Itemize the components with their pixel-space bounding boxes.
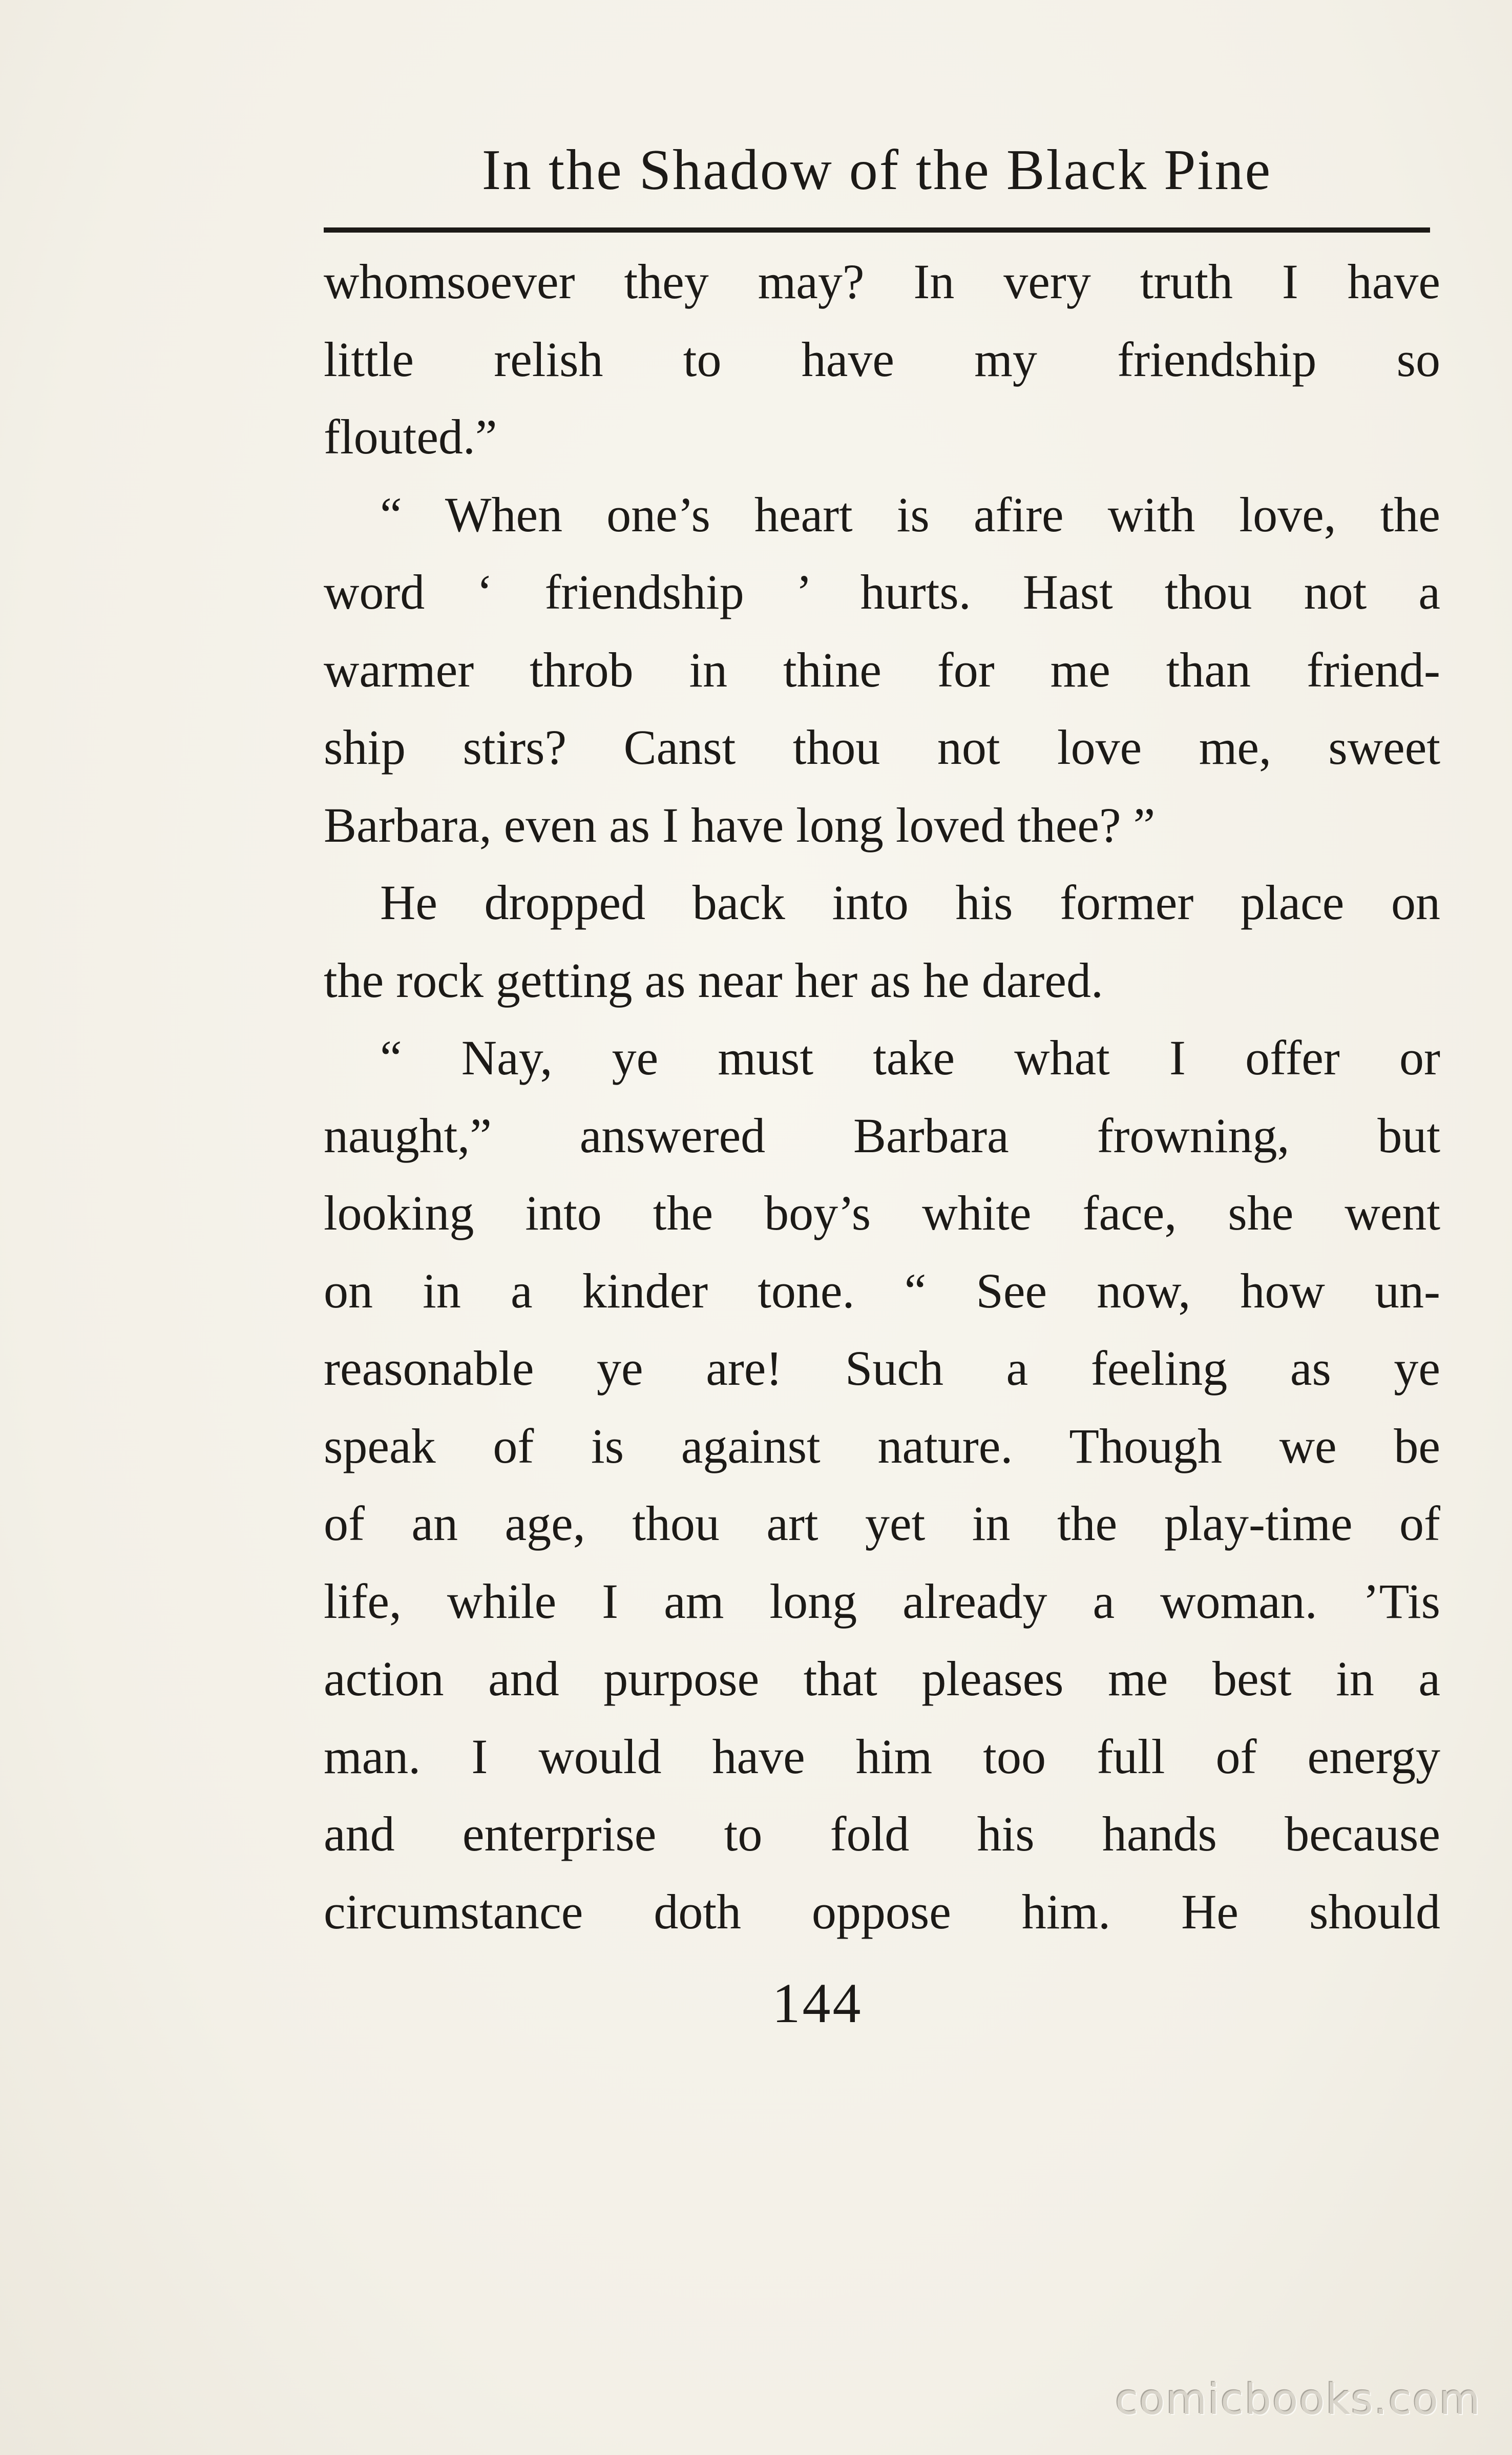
text-line: little relish to have my friendship so <box>324 331 1440 387</box>
text-line: life, while I am long already a woman. ’Tis <box>324 1573 1440 1629</box>
text-line: whomsoever they may? In very truth I have <box>324 254 1440 309</box>
text-line: reasonable ye are! Such a feeling as ye <box>324 1341 1440 1396</box>
text-line: looking into the boy’s white face, she went <box>324 1185 1440 1240</box>
header-rule <box>324 227 1430 233</box>
text-line: Barbara, even as I have long loved thee? ” <box>324 797 1156 852</box>
running-head: In the Shadow of the Black Pine <box>481 138 1272 202</box>
page-number: 144 <box>772 1972 863 2034</box>
text-line: speak of is against nature. Though we be <box>324 1418 1440 1473</box>
watermark: comicbooks.com <box>1115 2376 1481 2424</box>
text-line: action and purpose that pleases me best in a <box>324 1651 1440 1706</box>
text-line: and enterprise to fold his hands because <box>324 1806 1440 1861</box>
text-line: the rock getting as near her as he dared. <box>324 952 1103 1008</box>
text-line: on in a kinder tone. “ See now, how un- <box>324 1263 1440 1318</box>
text-line: word ‘ friendship ’ hurts. Hast thou not a <box>324 565 1440 619</box>
text-line: ship stirs? Canst thou not love me, sweet <box>324 720 1440 775</box>
text-line: man. I would have him too full of energy <box>324 1729 1440 1784</box>
text-line: naught,” answered Barbara frowning, but <box>324 1108 1440 1163</box>
text-line: of an age, thou art yet in the play-time of <box>324 1496 1440 1551</box>
text-line: “ When one’s heart is afire with love, the <box>380 487 1440 542</box>
text-line: circumstance doth oppose him. He should <box>324 1884 1440 1939</box>
text-line: warmer throb in thine for me than friend- <box>324 642 1440 697</box>
text-line: He dropped back into his former place on <box>380 875 1440 930</box>
text-line: “ Nay, ye must take what I offer or <box>380 1030 1440 1085</box>
text-line: flouted.” <box>324 409 497 464</box>
body-text <box>324 243 1440 1950</box>
